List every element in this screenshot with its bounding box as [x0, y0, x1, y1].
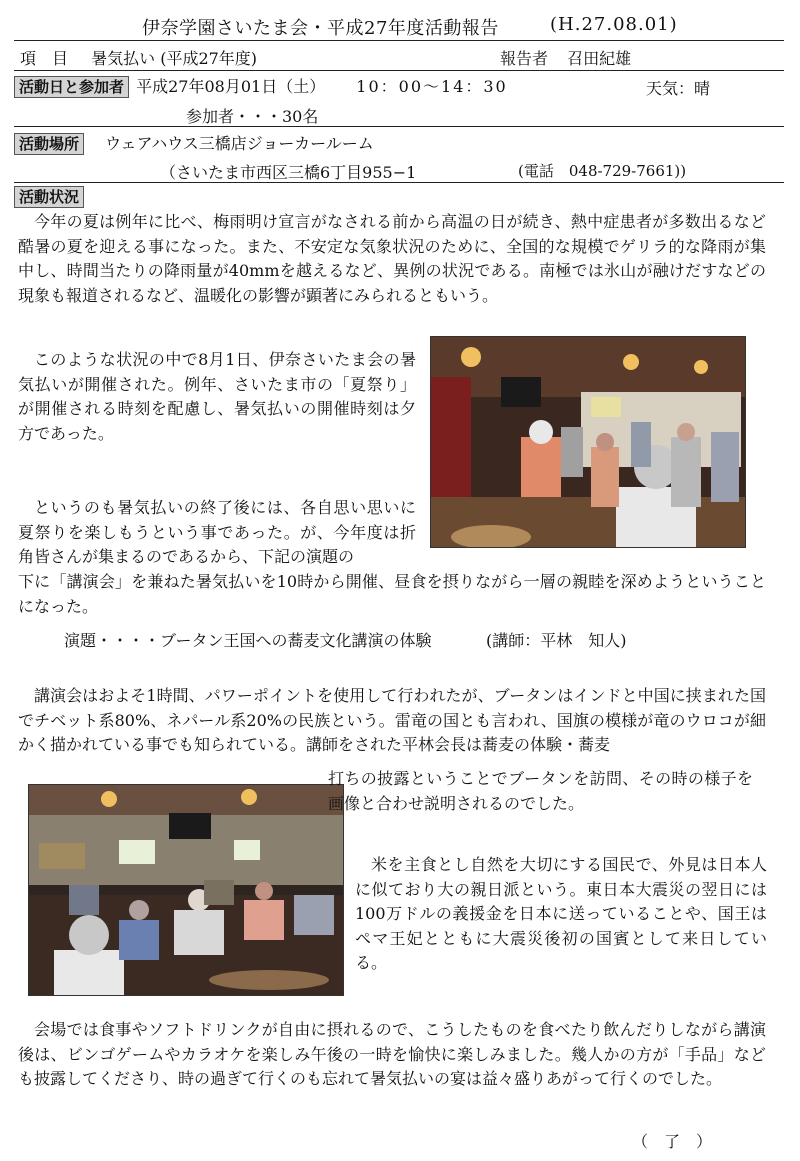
lecturer: (講師：平林 知人)	[486, 631, 627, 650]
paragraph-1: 今年の夏は例年に比べ、梅雨明け宣言がなされる前から高温の日が続き、熱中症患者が多数出るなど酷暑の夏を迎える事になった。また、不安定な気象状況のために、全国的な規模でゲリラ的な降雨が集中し、時間当たりの降雨量が40mmを越えるなど、異例の状況である。南極では氷山が融けだすなどの現象も報道されるなど、温暖化の影響が顕著にみられるともいう。	[18, 212, 766, 305]
divider	[14, 182, 784, 183]
paragraph-5: 米を主食とし自然を大切にする国民で、外見は日本人に似ており大の親日派という。東日本大震災の翌日には100万ドルの義援金を日本に送っていることや、国王はペマ王妃とともに大震災後初の国賓として来日している。	[355, 855, 767, 972]
divider	[14, 40, 784, 41]
end-mark: （ 了 ）	[632, 1132, 713, 1151]
venue-name: ウェアハウス三橋店ジョーカールーム	[105, 134, 374, 153]
paragraph-3-part-2: 下に「講演会」を兼ねた暑気払いを10時から開催、昼食を摂りながら一層の親睦を深めようということになった。	[18, 572, 766, 616]
subject-row	[14, 46, 257, 69]
report-date: (H.27.08.01)	[550, 14, 678, 35]
report-title: 伊奈学園さいたま会・平成27年度活動報告	[142, 18, 499, 39]
section-label-place: 活動場所	[14, 133, 84, 155]
header	[14, 14, 784, 42]
subject-label: 項 目	[20, 49, 69, 68]
divider	[14, 70, 784, 71]
venue-address: （さいたま市西区三橋6丁目955−1	[160, 163, 417, 182]
reporter-label: 報告者	[500, 49, 549, 68]
event-photo-2	[28, 784, 344, 996]
status-row	[14, 186, 84, 208]
paragraph-4-part-2: 打ちの披露ということでブータンを訪問、その時の様子を画像と合わせ説明されるのでした。	[328, 769, 753, 813]
divider	[14, 126, 784, 127]
paragraph-3-part-1: というのも暑気払いの終了後には、各自思い思いに夏祭りを楽しもうという事であった。が、今年度は折角皆さんが集まるのであるから、下記の演題の	[18, 498, 416, 566]
photo-banquet-hall	[431, 337, 745, 547]
paragraph-6: 会場では食事やソフトドリンクが自由に摂れるので、こうしたものを食べたり飲んだりしながら講演後は、ビンゴゲームやカラオケを楽しみ午後の一時を愉快に楽しみました。幾人かの方が「手品」なども披露してくださり、時の過ぎて行くのも忘れて暑気払いの宴は益々盛りあがって行くのでした。	[18, 1020, 766, 1088]
reporter	[500, 46, 631, 69]
lecture-title: 演題・・・・ブータン王国への蕎麦文化講演の体験	[64, 631, 432, 650]
paragraph-4-part-1: 講演会はおよそ1時間、パワーポイントを使用して行われたが、ブータンはインドと中国に挟まれた国でチベット系80%、ネパール系20%の民族という。雷竜の国とも言われ、国旗の模様が竜のウロコが細かく描かれている事でも知られている。講師をされた平林会長は蕎麦の体験・蕎麦	[18, 686, 766, 754]
activity-time: 10：00〜14：30	[356, 77, 508, 96]
reporter-name: 召田紀雄	[567, 49, 632, 68]
venue-phone: (電話 048-729-7661))	[518, 162, 687, 180]
section-label-status: 活動状況	[14, 186, 84, 208]
event-photo-1	[430, 336, 746, 548]
weather: 天気：晴	[646, 79, 711, 98]
activity-date: 平成27年08月01日（土）	[136, 77, 326, 96]
date-row	[14, 74, 508, 98]
place-row	[14, 131, 374, 155]
subject-value: 暑気払い (平成27年度)	[91, 49, 258, 68]
photo-lecture-audience	[29, 785, 343, 995]
section-label-date: 活動日と参加者	[14, 76, 129, 98]
participants: 参加者・・・30名	[186, 107, 319, 126]
paragraph-2: このような状況の中で8月1日、伊奈さいたま会の暑気払いが開催された。例年、さいたま市の「夏祭り」が開催される時刻を配慮し、暑気払いの開催時刻は夕方であった。	[18, 350, 416, 443]
